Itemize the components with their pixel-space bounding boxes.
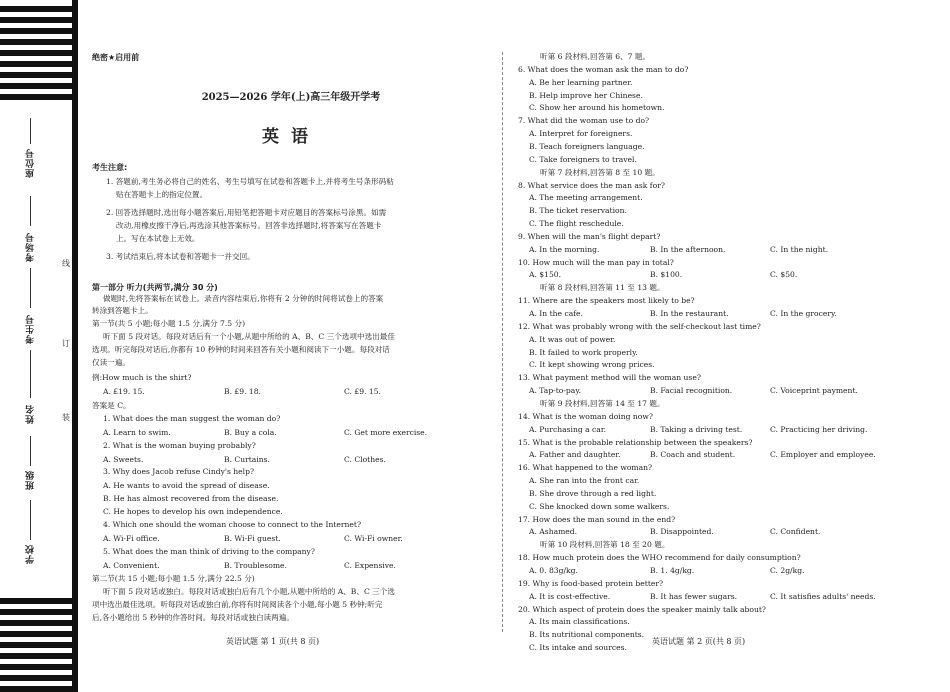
exam-title: 2025—2026 学年(上)高三年级开学考 [201, 92, 381, 103]
option: B. She drove through a red light. [529, 488, 657, 498]
binding-stripe [0, 72, 78, 78]
page-1 [92, 0, 490, 688]
binding-stripe [0, 642, 78, 648]
question-4: 4. Which one should the woman choose to connect to the Internet? [103, 520, 362, 529]
example-question: 例:How much is the shirt? [92, 373, 192, 382]
binding-stripe [0, 664, 78, 670]
question-text: 8. What service does the man ask for? [518, 180, 665, 190]
part-one-intro: 做题时,先将答案标在试卷上。录音内容结束后,你将有 2 分钟的时间将试卷上的答案 [103, 294, 384, 303]
binding-stripe [0, 620, 78, 626]
option: C. Show her around his hometown. [529, 103, 665, 113]
question-text: 7. What did the woman use to do? [518, 116, 650, 126]
binding-edge [72, 0, 78, 688]
column-divider [502, 52, 503, 632]
question-text: 20. Which aspect of protein does the speaker mainly talk about? [518, 604, 766, 614]
option-3c: C. He hopes to develop his own independence. [103, 507, 283, 516]
option: A. $150. [529, 270, 562, 280]
option: A. Ashamed. [529, 527, 578, 537]
name-label: 姓名 [26, 404, 36, 424]
notice-line: 3. 考试结束后,将本试卷和答题卡一并交回。 [106, 252, 255, 261]
option: A. Tap-to-pay. [529, 386, 582, 396]
option-3a: A. He wants to avoid the spread of disease. [103, 481, 270, 490]
exam-room-line [30, 196, 31, 226]
example-option: A. £19. 15. [103, 387, 145, 396]
binding-stripe [0, 598, 78, 604]
binding-stripe [0, 28, 78, 34]
binding-mark-line: 线 [62, 259, 70, 268]
section-two-intro: 后,各小题给出 5 秒钟的作答时间。每段对话或独白读两遍。 [92, 613, 294, 622]
question-text: 11. Where are the speakers most likely to be? [518, 296, 695, 306]
option: B. Help improve her Chinese. [529, 90, 643, 100]
question-text: 13. What payment method will the woman use? [518, 373, 701, 383]
option: B. Teach foreigners language. [529, 141, 645, 151]
option: B. Coach and student. [650, 450, 736, 460]
option: A. It was out of power. [529, 334, 616, 344]
binding-stripe [0, 653, 78, 659]
confidential-mark: 绝密★启用前 [92, 53, 140, 62]
question-text: 9. When will the man's flight depart? [518, 231, 661, 241]
page-2-footer: 英语试题 第 2 页(共 8 页) [652, 637, 746, 646]
question-text: 14. What is the woman doing now? [518, 411, 653, 421]
option: C. $50. [770, 270, 798, 280]
option: A. 0. 83g/kg. [529, 566, 578, 575]
binding-stripe [0, 6, 78, 12]
option-5c: C. Expensive. [344, 561, 396, 570]
notice-line: 2. 回答选择题时,选出每小题答案后,用铅笔把答题卡对应题目的答案标号涂黑。如需 [106, 208, 387, 217]
exam-room-label: 考场号 [26, 232, 36, 262]
question-text: 16. What happened to the woman? [518, 463, 653, 473]
option: A. The meeting arrangement. [529, 193, 643, 203]
notice-heading: 考生注意: [92, 163, 128, 172]
binding-stripe [0, 675, 78, 681]
option: B. The ticket reservation. [529, 206, 627, 216]
question-2: 2. What is the woman buying probably? [103, 441, 256, 450]
binding-stripe [0, 609, 78, 615]
option: C. 2g/kg. [770, 566, 805, 575]
option: C. In the night. [770, 244, 829, 254]
option: C. Voiceprint payment. [770, 386, 858, 396]
section-one-intro: 选项。听完每段对话后,你都有 10 秒钟的时间来回答有关小题和阅读下一小题。每段对话 [92, 345, 390, 354]
option: C. She knocked down some walkers. [529, 501, 670, 511]
question-text: 17. How does the man sound in the end? [518, 514, 676, 524]
page-2 [518, 0, 918, 688]
option-5a: A. Convenient. [103, 561, 160, 570]
option: C. It kept showing wrong prices. [529, 360, 655, 370]
option: B. $100. [650, 270, 683, 280]
binding-stripe [0, 61, 78, 67]
part-one-intro: 转涂到答题卡上。 [92, 306, 153, 315]
question-3: 3. Why does Jacob refuse Cindy's help? [103, 467, 255, 476]
option-2c: C. Clothes. [344, 455, 386, 464]
option: B. It has fewer sugars. [650, 591, 738, 601]
option: A. It is cost-effective. [529, 591, 611, 601]
option: B. In the restaurant. [650, 309, 729, 318]
binding-stripe [0, 17, 78, 23]
material-heading: 听第 6 段材料,回答第 6、7 题。 [540, 52, 651, 61]
question-text: 19. Why is food-based protein better? [518, 578, 664, 588]
example-answer: 答案是 C。 [92, 401, 131, 410]
notice-line: 贴在答题卡上的指定位置。 [116, 190, 208, 199]
option: C. Confident. [770, 527, 821, 537]
option: C. Employer and employee. [770, 450, 876, 460]
option: A. Be her learning partner. [529, 77, 633, 87]
option: A. Purchasing a car. [529, 424, 607, 434]
material-heading: 听第 9 段材料,回答第 14 至 17 题。 [540, 398, 665, 408]
name-line [30, 350, 31, 398]
option: C. It satisfies adults' needs. [770, 591, 876, 601]
option: A. In the morning. [529, 244, 600, 254]
option-3b: B. He has almost recovered from the disease. [103, 494, 279, 503]
question-text: 12. What was probably wrong with the self-checkout last time? [518, 321, 761, 331]
option: B. Disappointed. [650, 527, 714, 537]
material-heading: 听第 7 段材料,回答第 8 至 10 题。 [540, 167, 660, 177]
option: B. Facial recognition. [650, 386, 733, 396]
option: C. Practicing her driving. [770, 424, 868, 434]
option: A. She ran into the front car. [529, 476, 640, 486]
option: A. Father and daughter. [529, 450, 621, 460]
option: B. 1. 4g/kg. [650, 566, 695, 575]
section-two-intro: 项中选出最佳选项。听每段对话或独白前,你将有时间阅读各个小题,每小题 5 秒钟;听完 [92, 600, 383, 609]
option: B. Its nutritional components. [529, 630, 645, 640]
question-1: 1. What does the man suggest the woman do? [103, 414, 281, 423]
binding-stripe [0, 686, 78, 692]
option-4c: C. Wi-Fi owner. [344, 534, 403, 543]
page-1-footer: 英语试题 第 1 页(共 8 页) [226, 637, 320, 646]
option-4b: B. Wi-Fi guest. [224, 534, 281, 543]
binding-stripe [0, 631, 78, 637]
option-2a: A. Sweets. [103, 455, 144, 464]
question-text: 10. How much will the man pay in total? [518, 257, 674, 267]
binding-stripe [0, 39, 78, 45]
option-1c: C. Get more exercise. [344, 428, 428, 437]
seat-number-label: 座位号 [26, 148, 36, 178]
material-heading: 听第 10 段材料,回答第 18 至 20 题。 [540, 540, 670, 550]
class-label: 班级 [26, 470, 36, 490]
example-option: C. £9. 15. [344, 387, 381, 396]
binding-stripe [0, 50, 78, 56]
question-text: 18. How much protein does the WHO recommend for daily consumption? [518, 553, 801, 563]
candidate-number-label: 考生号 [26, 314, 36, 344]
option: C. Its intake and sources. [529, 643, 627, 653]
option: C. The flight reschedule. [529, 219, 624, 229]
option: A. Interpret for foreigners. [529, 129, 633, 139]
section-one-intro: 听下面 5 段对话。每段对话后有一个小题,从题中所给的 A、B、C 三个选项中选出最佳 [103, 332, 395, 341]
option: A. Its main classifications. [529, 617, 630, 627]
option-1a: A. Learn to swim. [103, 428, 171, 437]
section-two-heading: 第二节(共 15 小题;每小题 1.5 分,满分 22.5 分) [92, 574, 255, 583]
notice-line: 1. 答题前,考生务必将自己的姓名、考生号填写在试卷和答题卡上,并将考生号条形码粘 [106, 177, 394, 186]
section-one-heading: 第一节(共 5 小题;每小题 1.5 分,满分 7.5 分) [92, 319, 246, 328]
notice-line: 改动,用橡皮擦干净后,再选涂其他答案标号。回答非选择题时,将答案写在答题卡 [116, 221, 382, 230]
part-one-heading: 第一部分 听力(共两节,满分 30 分) [92, 283, 218, 292]
material-heading: 听第 8 段材料,回答第 11 至 13 题。 [540, 283, 665, 293]
option-2b: B. Curtains. [224, 455, 270, 464]
option-1b: B. Buy a cola. [224, 428, 277, 437]
question-text: 6. What does the woman ask the man to do? [518, 64, 689, 74]
example-option: B. £9. 18. [224, 387, 261, 396]
question-text: 15. What is the probable relationship between the speakers? [518, 437, 753, 447]
school-line [30, 500, 31, 540]
option-4a: A. Wi-Fi office. [103, 534, 160, 543]
subject-title: 英语 [262, 127, 320, 147]
binding-mark-bind: 装 [62, 413, 70, 422]
option: C. In the grocery. [770, 309, 837, 318]
option: B. It failed to work properly. [529, 347, 638, 357]
question-5: 5. What does the man think of driving to the company? [103, 547, 315, 556]
notice-line: 上。写在本试卷上无效。 [116, 234, 200, 243]
binding-stripe [0, 94, 78, 100]
school-label: 学校 [26, 544, 36, 564]
section-one-intro: 仅读一遍。 [92, 358, 130, 367]
binding-stripe [0, 83, 78, 89]
option: B. In the afternoon. [650, 244, 726, 254]
candidate-number-line [30, 268, 31, 308]
section-two-intro: 听下面 5 段对话或独白。每段对话或独白后有几个小题,从题中所给的 A、B、C 三个选 [103, 587, 395, 596]
option-5b: B. Troublesome. [224, 561, 287, 570]
option: C. Take foreigners to travel. [529, 154, 637, 164]
class-line [30, 436, 31, 466]
option: B. Taking a driving test. [650, 424, 743, 434]
seat-number-line [30, 118, 31, 144]
option: A. In the cafe. [529, 309, 583, 318]
binding-mark-staple: 订 [62, 339, 70, 348]
